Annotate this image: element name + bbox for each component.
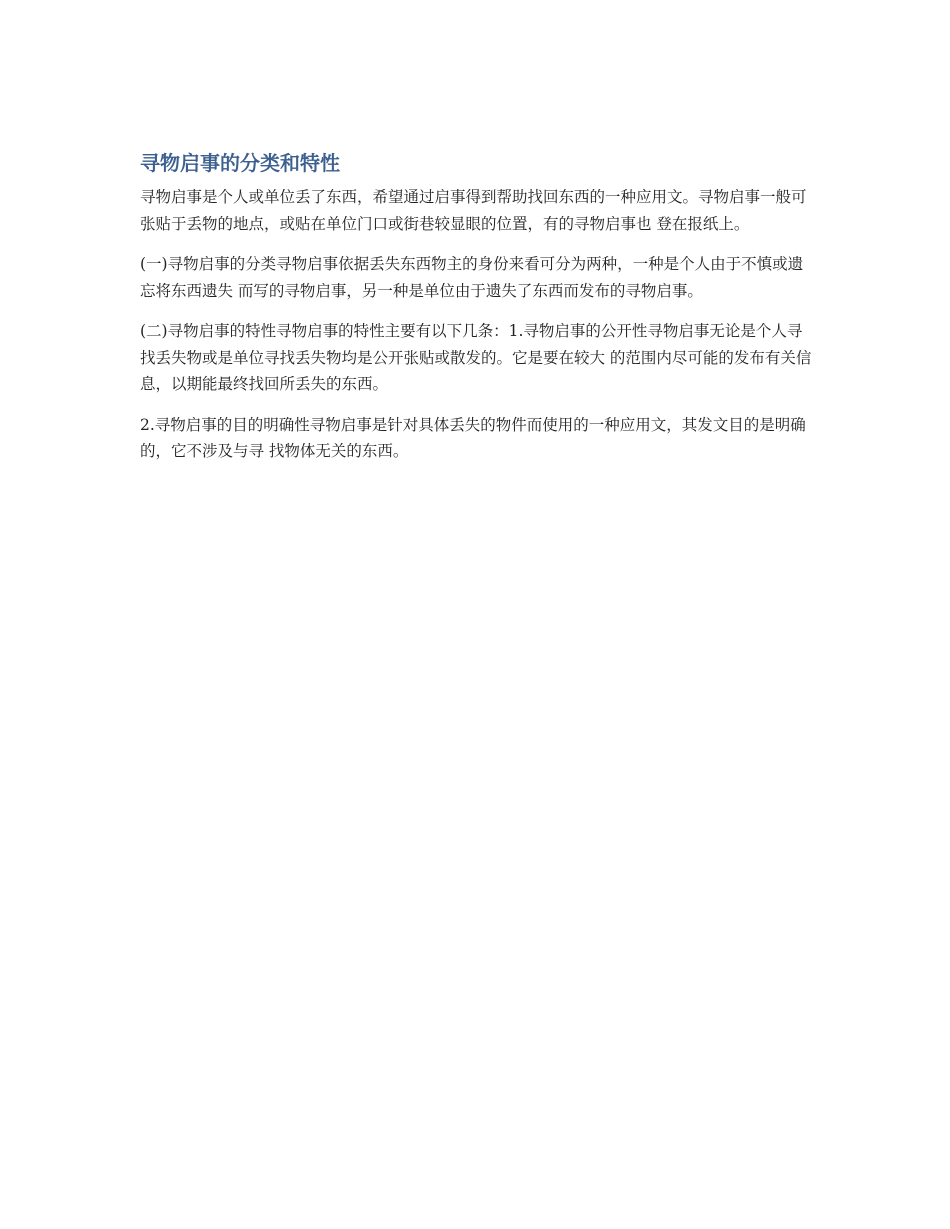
paragraph-purpose: 2.寻物启事的目的明确性寻物启事是针对具体丢失的物件而使用的一种应用文，其发文目的是明确的，它不涉及与寻 找物体无关的东西。 [140,415,806,460]
paragraph-characteristics: (二)寻物启事的特性寻物启事的特性主要有以下几条：1.寻物启事的公开性寻物启事无论是个人寻找丢失物或是单位寻找丢失物均是公开张贴或散发的。它是要在较大 的范围内尽可能的发布有关信息，以期能最终找回所丢失的东西。 [140,322,812,393]
document-title: 寻物启事的分类和特性 [140,151,340,175]
document-body [140,148,812,479]
paragraph-classification: (一)寻物启事的分类寻物启事依据丢失东西物主的身份来看可分为两种，一种是个人由于不慎或遗忘将东西遗失 而写的寻物启事，另一种是单位由于遗失了东西而发布的寻物启事。 [140,255,804,300]
paragraph-intro: 寻物启事是个人或单位丢了东西，希望通过启事得到帮助找回东西的一种应用文。寻物启事一般可张贴于丢物的地点，或贴在单位门口或街巷较显眼的位置，有的寻物启事也 登在报纸上。 [140,188,807,233]
